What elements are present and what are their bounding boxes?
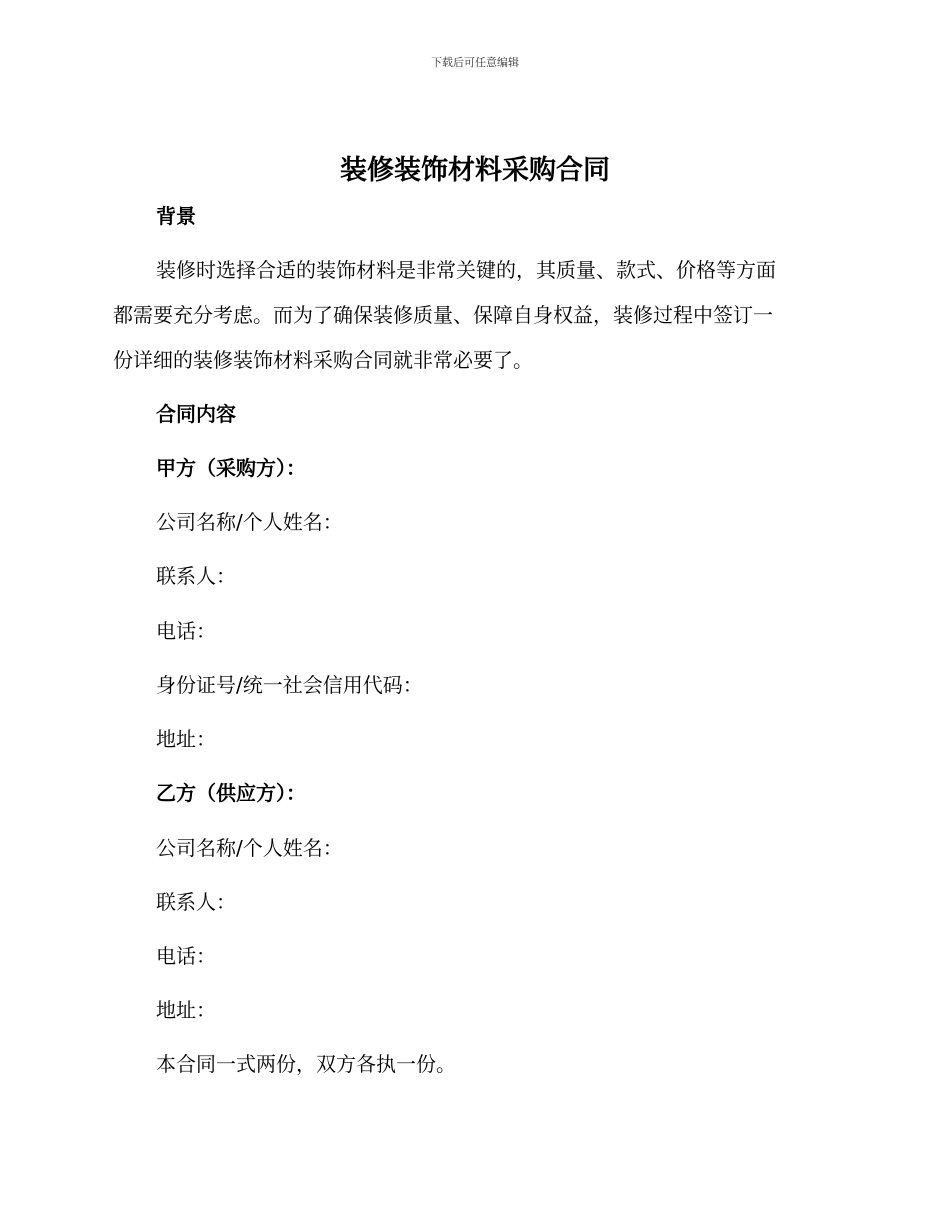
party-a-phone-label: 电话： [156,619,216,643]
background-heading: 背景 [156,204,196,228]
background-paragraph-line-3: 份详细的装修装饰材料采购合同就非常必要了。 [113,348,533,372]
background-paragraph-line-2: 都需要充分考虑。而为了确保装修质量、保障自身权益，装修过程中签订一 [113,303,773,327]
party-b-company-label: 公司名称/个人姓名： [156,836,343,860]
background-paragraph-line-1: 装修时选择合适的装饰材料是非常关键的，其质量、款式、价格等方面 [156,258,776,282]
party-a-id-label: 身份证号/统一社会信用代码： [156,673,423,697]
party-b-address-label: 地址： [156,998,216,1022]
document-title: 装修装饰材料采购合同 [340,155,610,186]
party-b-contact-label: 联系人： [156,890,236,914]
party-b-phone-label: 电话： [156,944,216,968]
party-a-company-label: 公司名称/个人姓名： [156,510,343,534]
party-a-address-label: 地址： [156,727,216,751]
party-b-heading: 乙方（供应方）： [156,781,306,805]
closing-statement: 本合同一式两份，双方各执一份。 [156,1052,456,1076]
page-header-note: 下载后可任意编辑 [431,56,519,69]
party-a-heading: 甲方（采购方）： [156,456,306,480]
contract-content-heading: 合同内容 [156,402,236,426]
party-a-contact-label: 联系人： [156,564,236,588]
